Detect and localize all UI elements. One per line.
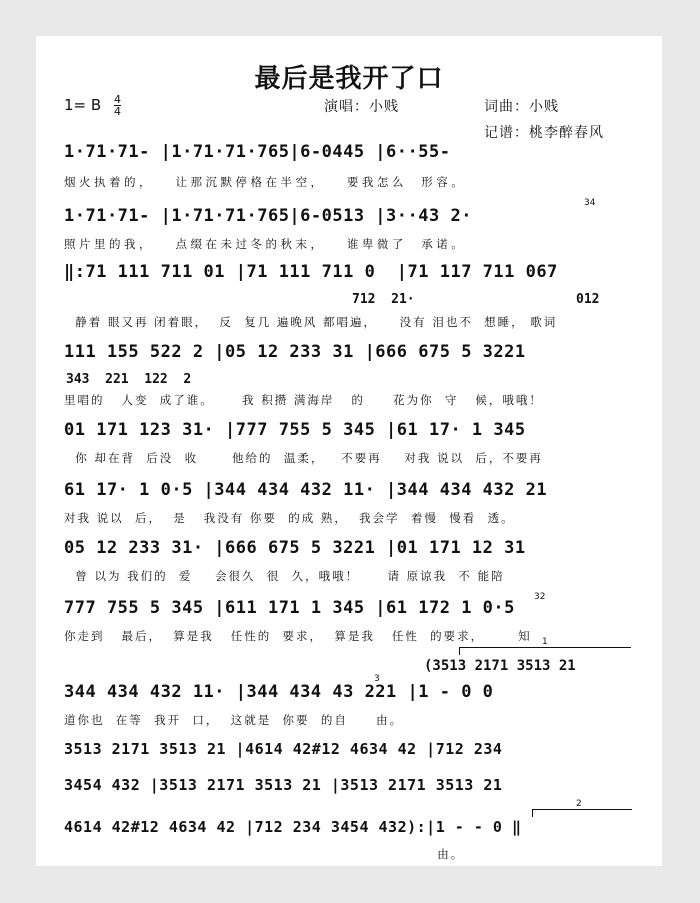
notation-row: 01 171 123 31· |777 755 5 345 |61 17· 1 345 — [64, 420, 537, 440]
time-signature-top: 4 — [113, 93, 121, 106]
notation-row: 61 17· 1 0·5 |344 434 432 11· |344 434 432 21 — [64, 480, 548, 500]
grace-note: 32 — [534, 592, 546, 602]
score-sheet — [36, 36, 662, 866]
notation-row: 344 434 432 11· |344 434 43 221 |1 - 0 0 — [64, 682, 505, 702]
ending-number: 1 — [542, 637, 548, 647]
notation-row: 05 12 233 31· |666 675 5 3221 |01 171 12 31 — [64, 538, 537, 558]
sub-notes: 012 — [576, 292, 600, 307]
singer-credit: 演唱：小贱 — [324, 99, 399, 115]
notation-row: 1·71·71- |1·71·71·765|6-0445 |6··55- — [64, 142, 462, 162]
interlude-header: (3513 2171 3513 21 — [424, 658, 576, 674]
sub-notes: 712 21· — [352, 292, 415, 307]
notation-row: 1·71·71- |1·71·71·765|6-0513 |3··43 2· — [64, 206, 483, 226]
lyric-row: 你走到 最后， 算是我 任性的 要求， 算是我 任性 的要求， 知 — [64, 629, 532, 643]
notation-row: 111 155 522 2 |05 12 233 31 |666 675 5 3221 — [64, 342, 526, 362]
key-signature — [64, 94, 121, 117]
transcriber-credit: 记谱：桃李醉春风 — [484, 125, 604, 141]
lyric-row: 曾 以为 我们的 爱 会很久 很 久，哦哦！ 请 原谅我 不 能陪 — [64, 569, 505, 583]
composer-credit: 词曲：小贱 — [484, 99, 559, 115]
sub-notes: 343 221 122 2 — [66, 372, 192, 387]
lyric-row: 烟火执着的， 让那沉默停格在半空， 要我怎么 形容。 — [64, 175, 467, 189]
lyric-row: 对我 说以 后， 是 我没有 你要 的成 熟， 我会学 着慢 慢看 透。 — [64, 511, 515, 525]
lyric-row: 道你也 在等 我开 口， 这就是 你要 的自 由。 — [64, 713, 404, 727]
key-label: 1= B — [64, 96, 102, 114]
ending-bracket-2 — [532, 809, 632, 810]
grace-note: 3 — [374, 674, 380, 684]
ending-bracket-tick — [459, 647, 460, 655]
lyric-row: 里唱的 人变 成了谁。 我 积攒 满海岸 的 花为你 守 候，哦哦！ — [64, 393, 543, 407]
grace-note: 34 — [584, 198, 596, 208]
notation-row: ‖:71 111 711 01 |71 111 711 0 |71 117 711 067 — [64, 262, 558, 282]
time-signature-bottom: 4 — [113, 105, 121, 118]
notation-row: 3454 432 |3513 2171 3513 21 |3513 2171 3513 21 — [64, 776, 512, 794]
ending-number: 2 — [576, 799, 582, 809]
lyric-row: 照片里的我， 点缀在未过冬的秋末， 谁卑微了 承诺。 — [64, 237, 467, 251]
lyric-row: 静着 眼又再 闭着眼， 反 复几 遍晚风 都唱遍， 没有 泪也不 想睡， 歌词 — [64, 315, 558, 329]
lyric-row: 由。 — [64, 847, 465, 861]
song-title: 最后是我开了口 — [254, 64, 444, 94]
ending-bracket-1 — [459, 647, 631, 648]
lyric-row: 你 却在背 后没 收 他给的 温柔， 不要再 对我 说以 后，不要再 — [64, 451, 543, 465]
notation-row: 777 755 5 345 |611 171 1 345 |61 172 1 0·5 — [64, 598, 526, 618]
ending-bracket-tick — [532, 809, 533, 817]
notation-row: 3513 2171 3513 21 |4614 42#12 4634 42 |712 234 — [64, 740, 512, 758]
time-signature — [114, 94, 121, 117]
notation-row: 4614 42#12 4634 42 |712 234 3454 432):|1 - - 0 ‖ — [64, 818, 522, 836]
